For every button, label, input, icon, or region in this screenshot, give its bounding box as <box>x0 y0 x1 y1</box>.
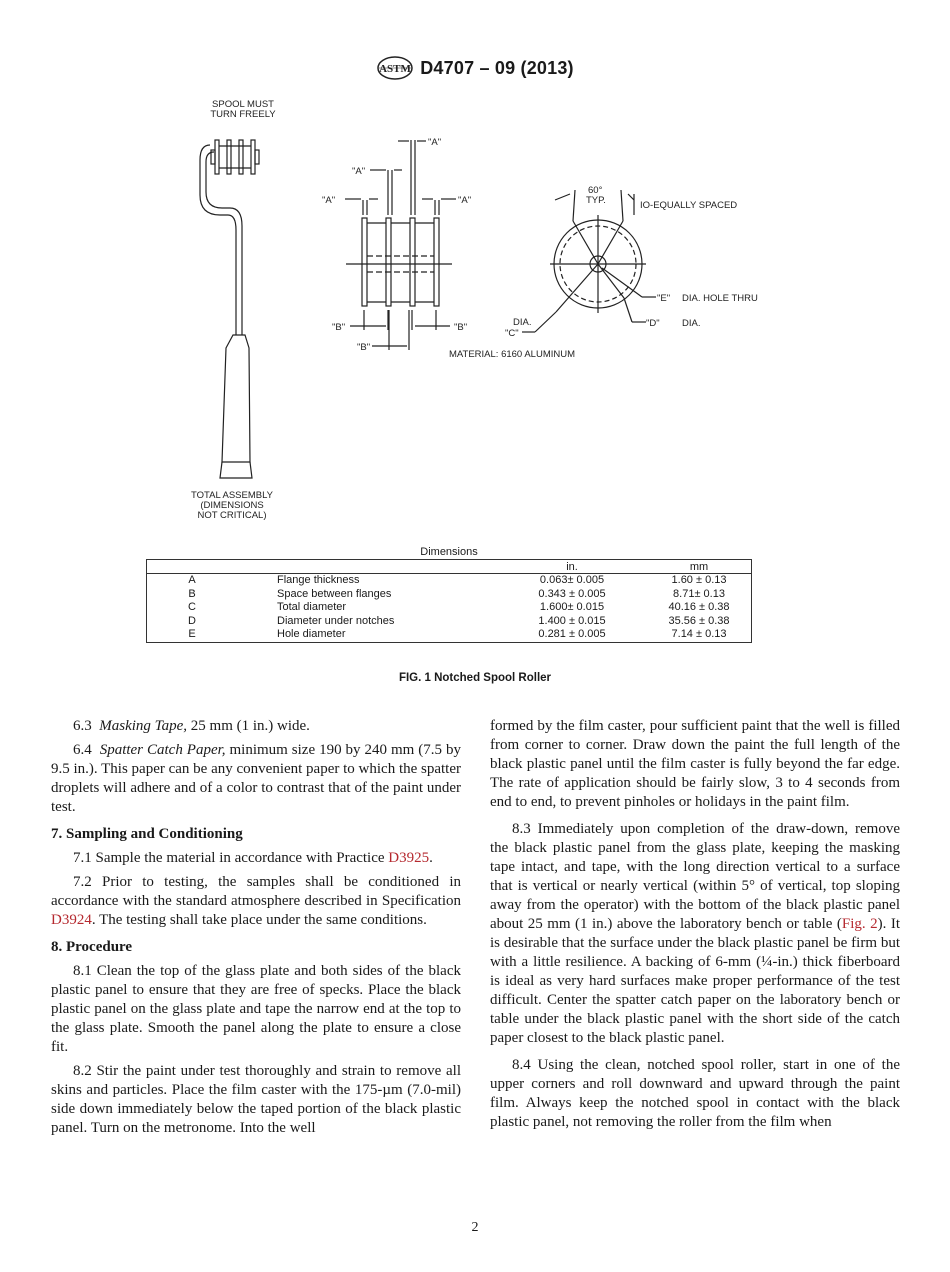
label-not-critical: NOT CRITICAL) <box>197 510 267 521</box>
dimensions-table-title: Dimensions <box>420 546 478 558</box>
svg-text:IO-EQUALLY SPACED: IO-EQUALLY SPACED <box>640 200 738 211</box>
astm-logo-icon <box>376 54 414 82</box>
table-row: E Hole diameter 0.281 ± 0.005 7.14 ± 0.13 <box>188 628 727 641</box>
table-header-row <box>147 560 752 574</box>
dimensions-table <box>146 546 752 643</box>
svg-text:"B": "B" <box>357 342 371 353</box>
section-6-3: 6.3 Masking Tape, 25 mm (1 in.) wide. <box>73 718 310 734</box>
label-total-assembly: TOTAL ASSEMBLY <box>190 490 274 501</box>
svg-text:DIA.: DIA. <box>513 317 532 328</box>
svg-text:ASTM: ASTM <box>379 63 412 75</box>
svg-text:"A": "A" <box>352 166 366 177</box>
section-7-2: 7.2 Prior to testing, the samples shall be conditioned in accordance with the standard atmosphere described in Specification D3924. The testing shall take place under the same conditions. <box>51 874 461 928</box>
svg-text:"C": "C" <box>505 328 519 339</box>
table-row: C Total diameter 1.600± 0.015 40.16 ± 0.38 <box>188 601 730 614</box>
table-row: B Space between flanges 0.343 ± 0.005 8.71± 0.13 <box>188 587 725 600</box>
label-material: MATERIAL: 6160 ALUMINUM <box>449 349 576 360</box>
section-6-4: 6.4 Spatter Catch Paper, minimum size 190 by 240 mm (7.5 by 9.5 in.). This paper can be any convenient paper to which the spatter droplets will adhere and of a color to contrast that of the paint under test. <box>51 742 462 815</box>
link-fig-2[interactable]: Fig. 2 <box>841 916 878 932</box>
section-8-1: 8.1 Clean the top of the glass plate and both sides of the black plastic panel to ensure that they are free of specks. Place the black plastic panel on the glass plate and tape the narrow end at the top to the glass plate. Smooth the panel along the plate to ensure a close fit. <box>51 963 461 1055</box>
column-header-mm: mm <box>647 560 752 574</box>
svg-text:"B": "B" <box>454 322 468 333</box>
technical-drawing <box>140 90 790 540</box>
column-header-in: in. <box>497 560 647 574</box>
svg-text:TYP.: TYP. <box>586 195 606 206</box>
heading-procedure: 8. Procedure <box>51 939 133 955</box>
label-dimensions: (DIMENSIONS <box>200 500 264 511</box>
right-column <box>490 717 900 1137</box>
svg-text:DIA.: DIA. <box>682 318 701 329</box>
svg-text:60°: 60° <box>588 185 603 196</box>
link-d3925[interactable]: D3925 <box>388 850 430 866</box>
svg-text:"D": "D" <box>646 318 660 329</box>
section-8-2-continued: formed by the film caster, pour sufficient paint that the well is filled from corner to corner. Draw down the paint the full length of the black plastic panel until the film caster is fully beyond the far edge. The rate of application should be fairly slow, 3 to 4 seconds from end to end, to prevent pinholes or holidays in the paint film. <box>490 718 900 810</box>
svg-text:"E": "E" <box>657 293 671 304</box>
table-row: A Flange thickness 0.063± 0.005 1.60 ± 0.13 <box>188 574 727 586</box>
standard-designation: D4707 – 09 (2013) <box>420 57 574 78</box>
table-row: D Diameter under notches 1.400 ± 0.015 35.56 ± 0.38 <box>188 614 730 627</box>
svg-text:"B": "B" <box>332 322 346 333</box>
label-spool-must: SPOOL MUST <box>212 99 274 110</box>
left-column <box>51 717 461 1143</box>
page-number: 2 <box>471 1220 479 1235</box>
section-8-4: 8.4 Using the clean, notched spool roller, start in one of the upper corners and roll downward and upward through the paint film. Always keep the notched spool in contact with the black plastic panel, not removing the roller from the film when <box>490 1057 900 1130</box>
figure-caption: FIG. 1 Notched Spool Roller <box>398 672 552 684</box>
page-header <box>0 54 950 82</box>
svg-text:"A": "A" <box>322 195 336 206</box>
link-d3924[interactable]: D3924 <box>51 912 92 928</box>
section-8-3: 8.3 Immediately upon completion of the draw-down, remove the black plastic panel from the glass plate, keeping the masking tape intact, and tape, with the long direction vertical to a surface that is vertical or nearly vertical (within 5° of vertical, top sloping away from the operator) with the bottom of the black plastic panel about 25 mm (1 in.) above the laboratory bench or table (Fig. 2). It is desirable that the surface under the black plastic panel be firm but with a little resilience. A backing of 6-mm (¼-in.) thick fiberboard is ideal as very hard surfaces make proper performance of the test difficult. Center the spatter catch paper on the laboratory bench or table under the black plastic panel with the short side of the catch paper closest to the black plastic panel. <box>490 821 900 1046</box>
heading-sampling-conditioning: 7. Sampling and Conditioning <box>51 826 243 842</box>
svg-text:"A": "A" <box>428 137 442 148</box>
label-turn-freely: TURN FREELY <box>210 109 276 120</box>
svg-text:DIA. HOLE THRU: DIA. HOLE THRU <box>682 293 758 304</box>
section-8-2: 8.2 Stir the paint under test thoroughly and strain to remove all skins and particles. Place the film caster with the 175-µm (7.0-mil) side down immediately below the taped portion of the black plastic panel. Turn on the metronome. Into the well <box>51 1063 461 1136</box>
figure-notched-spool-roller <box>140 90 790 540</box>
svg-text:"A": "A" <box>458 195 472 206</box>
section-7-1: 7.1 Sample the material in accordance with Practice D3925. <box>73 850 433 866</box>
